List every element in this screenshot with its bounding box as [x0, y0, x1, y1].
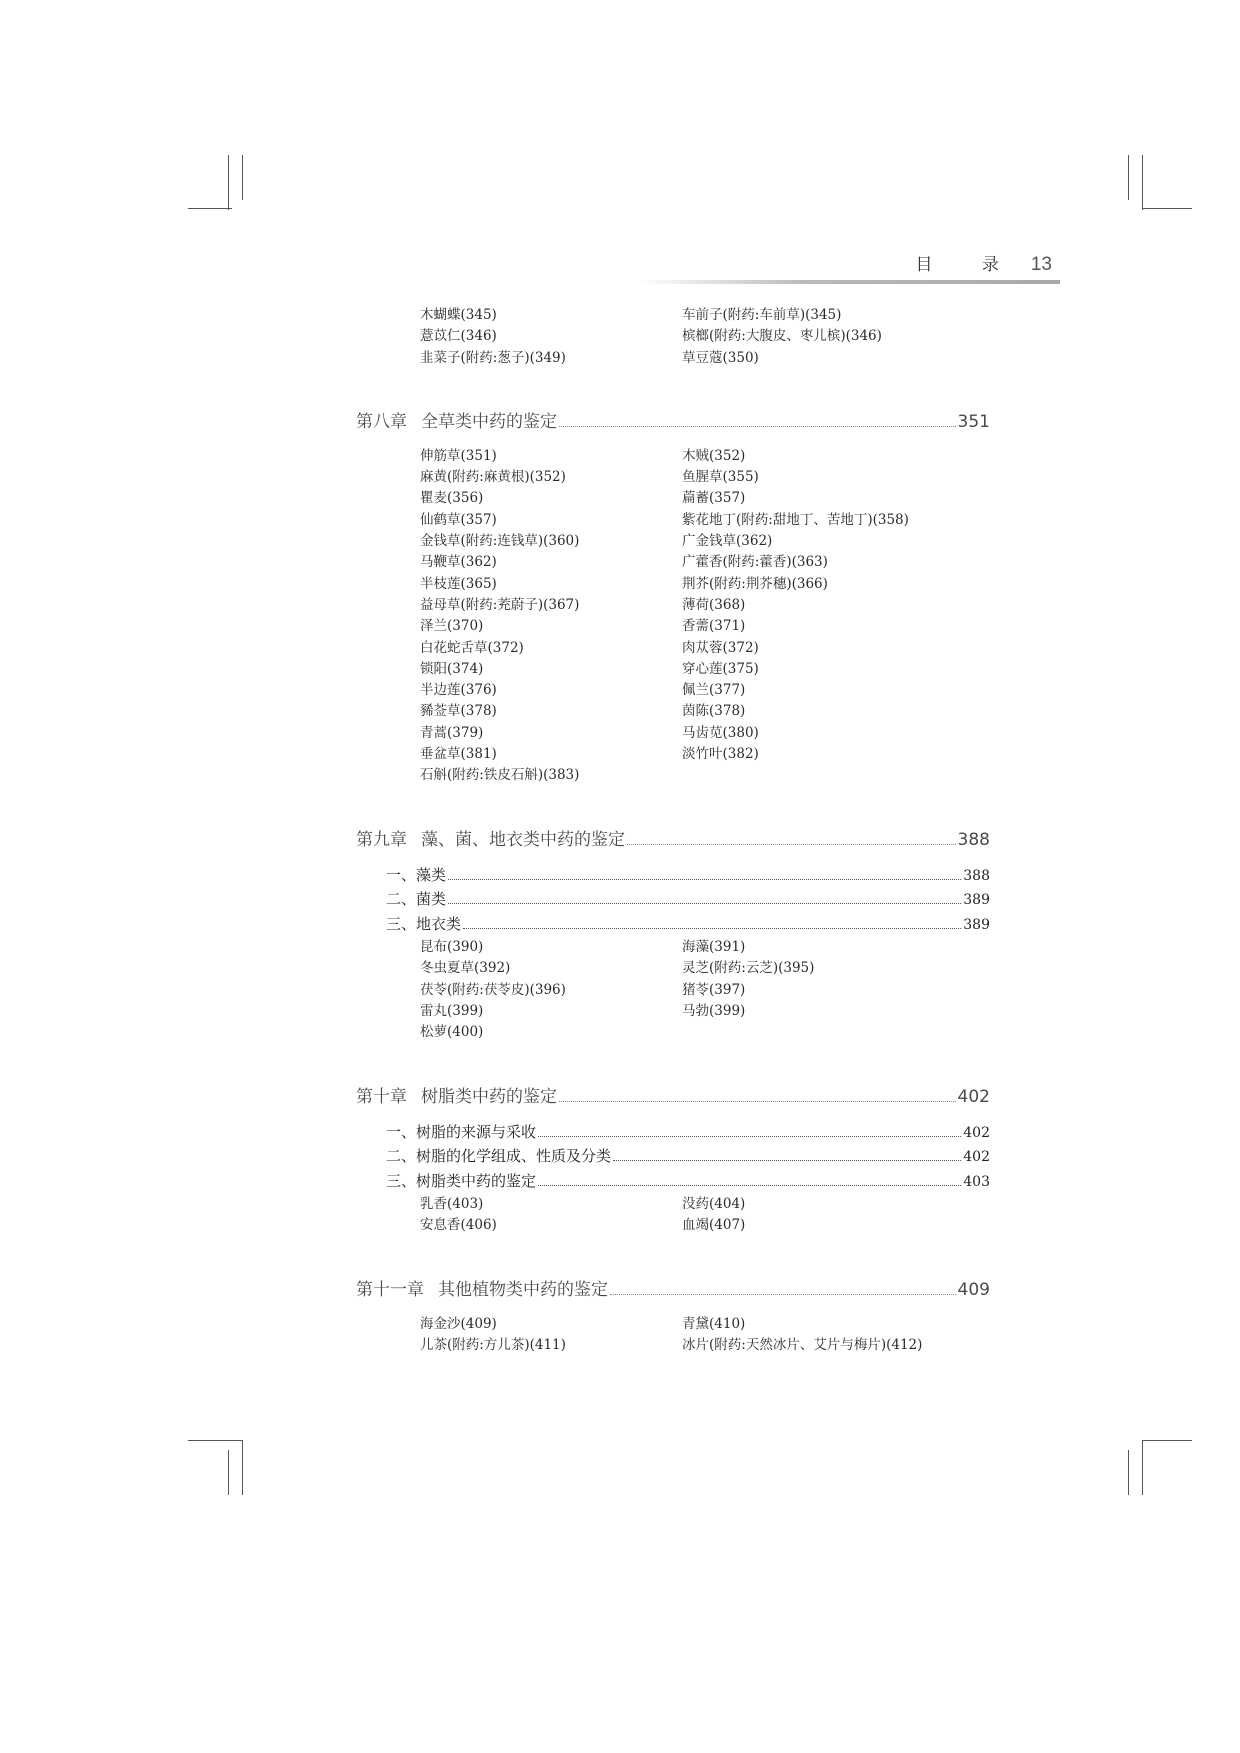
toc-entry: 半边莲(376)	[420, 682, 497, 699]
toc-entry: 安息香(406)	[420, 1217, 497, 1234]
section-page-number: 389	[963, 916, 990, 933]
chapter-block	[356, 407, 990, 787]
toc-entry: 雷丸(399)	[420, 1003, 484, 1020]
section-heading[interactable]	[386, 913, 990, 938]
toc-entry: 锁阳(374)	[420, 660, 484, 677]
toc-entry: 灵芝(附药:云芝)(395)	[682, 960, 815, 977]
toc-entry: 半枝莲(365)	[420, 575, 497, 592]
dot-leader	[463, 928, 961, 929]
toc-entry: 麻黄(附药:麻黄根)(352)	[420, 469, 566, 486]
chapter-block	[356, 825, 990, 1044]
chapter-number: 第八章	[356, 411, 407, 432]
dot-leader	[613, 1160, 961, 1161]
toc-entry: 紫花地丁(附药:甜地丁、苦地丁)(358)	[682, 511, 909, 528]
chapter-heading[interactable]	[356, 1275, 990, 1300]
section-page-number: 389	[963, 892, 990, 909]
toc-entry: 松萝(400)	[420, 1024, 484, 1041]
toc-entry: 益母草(附药:茺蔚子)(367)	[420, 596, 580, 613]
entry-list	[420, 1194, 990, 1237]
toc-entry: 槟榔(附药:大腹皮、枣儿槟)(346)	[682, 328, 882, 345]
toc-entry: 冰片(附药:天然冰片、艾片与梅片)(412)	[682, 1337, 923, 1354]
chapter-page-number: 402	[957, 1086, 990, 1107]
table-of-contents	[356, 305, 990, 1356]
toc-entry: 冬虫夏草(392)	[420, 960, 511, 977]
dot-leader	[538, 1185, 961, 1186]
section-heading[interactable]	[386, 1145, 990, 1170]
toc-entry: 茯苓(附药:茯苓皮)(396)	[420, 981, 566, 998]
toc-entry: 茵陈(378)	[682, 703, 746, 720]
toc-entry: 马齿苋(380)	[682, 724, 759, 741]
chapter-title: 其他植物类中药的鉴定	[438, 1279, 608, 1300]
section-label: 二、树脂的化学组成、性质及分类	[386, 1147, 612, 1166]
toc-entry: 萹蓄(357)	[682, 490, 746, 507]
dot-leader	[610, 1294, 956, 1295]
toc-entry: 广藿香(附药:藿香)(363)	[682, 554, 828, 571]
section-page-number: 403	[963, 1173, 990, 1190]
toc-entry: 草豆蔻(350)	[682, 349, 759, 366]
chapter-page-number: 388	[957, 829, 990, 850]
chapter-number: 第十一章	[356, 1279, 424, 1300]
section-heading[interactable]	[386, 1170, 990, 1195]
toc-entry: 白花蛇舌草(372)	[420, 639, 524, 656]
header-rule	[640, 280, 1060, 284]
toc-entry: 海藻(391)	[682, 939, 746, 956]
toc-entry: 石斛(附药:铁皮石斛)(383)	[420, 767, 580, 784]
entry-list	[420, 446, 990, 787]
toc-entry: 猪苓(397)	[682, 981, 746, 998]
toc-entry: 肉苁蓉(372)	[682, 639, 759, 656]
dot-leader	[448, 903, 961, 904]
chapter-number: 第十章	[356, 1086, 407, 1107]
section-page-number: 402	[963, 1124, 990, 1141]
toc-entry: 木贼(352)	[682, 447, 746, 464]
section-label: 一、藻类	[386, 865, 447, 884]
section-heading[interactable]	[386, 864, 990, 889]
toc-entry: 荆芥(附药:荆芥穗)(366)	[682, 575, 828, 592]
toc-entry: 没药(404)	[682, 1196, 746, 1213]
dot-leader	[559, 1101, 956, 1102]
entry-list	[420, 1314, 990, 1357]
section-heading[interactable]	[386, 888, 990, 913]
toc-entry: 儿茶(附药:方儿茶)(411)	[420, 1337, 566, 1354]
toc-entry: 金钱草(附药:连钱草)(360)	[420, 533, 580, 550]
dot-leader	[559, 426, 956, 427]
toc-entry: 乳香(403)	[420, 1196, 484, 1213]
toc-entry: 瞿麦(356)	[420, 490, 484, 507]
chapter-heading[interactable]	[356, 407, 990, 432]
toc-entry: 仙鹤草(357)	[420, 511, 497, 528]
toc-entry: 香薷(371)	[682, 618, 746, 635]
section-label: 三、树脂类中药的鉴定	[386, 1171, 537, 1190]
toc-entry: 佩兰(377)	[682, 682, 746, 699]
chapter-page-number: 351	[957, 411, 990, 432]
chapter-page-number: 409	[957, 1279, 990, 1300]
toc-entry: 淡竹叶(382)	[682, 746, 759, 763]
dot-leader	[538, 1136, 961, 1137]
toc-entry: 广金钱草(362)	[682, 533, 773, 550]
chapter-title: 全草类中药的鉴定	[421, 411, 557, 432]
toc-entry: 薏苡仁(346)	[420, 328, 497, 345]
toc-entry	[682, 1022, 1054, 1043]
page-number: 13	[1030, 254, 1052, 275]
toc-entry: 马勃(399)	[682, 1003, 746, 1020]
section-page-number: 402	[963, 1149, 990, 1166]
chapter-number: 第九章	[356, 829, 407, 850]
chapter-heading[interactable]	[356, 825, 990, 850]
toc-entry: 韭菜子(附药:葱子)(349)	[420, 349, 566, 366]
chapter-list	[356, 407, 990, 1356]
chapter-heading[interactable]	[356, 1082, 990, 1107]
section-label: 二、菌类	[386, 890, 447, 909]
toc-entry: 车前子(附药:车前草)(345)	[682, 307, 842, 323]
dot-leader	[627, 844, 956, 845]
section-heading[interactable]	[386, 1121, 990, 1146]
running-header	[915, 250, 1052, 276]
toc-entry: 木蝴蝶(345)	[420, 307, 497, 323]
toc-entry: 青黛(410)	[682, 1315, 746, 1332]
toc-entry: 泽兰(370)	[420, 618, 484, 635]
toc-entry: 薄荷(368)	[682, 596, 746, 613]
chapter-block	[356, 1275, 990, 1357]
toc-entry: 血竭(407)	[682, 1217, 746, 1234]
toc-entry: 青蒿(379)	[420, 724, 484, 741]
toc-entry: 伸筋草(351)	[420, 447, 497, 464]
toc-entry: 昆布(390)	[420, 939, 484, 956]
toc-entry: 海金沙(409)	[420, 1315, 497, 1332]
section-label: 三、地衣类	[386, 914, 462, 933]
continued-entries	[420, 305, 990, 369]
entry-list	[420, 937, 990, 1043]
toc-entry: 豨莶草(378)	[420, 703, 497, 720]
toc-entry: 穿心莲(375)	[682, 660, 759, 677]
toc-entry	[682, 765, 1054, 786]
chapter-title: 藻、菌、地衣类中药的鉴定	[421, 829, 625, 850]
running-header-title: 目 录	[915, 255, 1021, 275]
section-label: 一、树脂的来源与采收	[386, 1122, 537, 1141]
chapter-block	[356, 1082, 990, 1237]
chapter-title: 树脂类中药的鉴定	[421, 1086, 557, 1107]
dot-leader	[448, 879, 961, 880]
toc-entry: 鱼腥草(355)	[682, 469, 759, 486]
toc-entry: 马鞭草(362)	[420, 554, 497, 571]
section-page-number: 388	[963, 867, 990, 884]
toc-entry: 垂盆草(381)	[420, 746, 497, 763]
